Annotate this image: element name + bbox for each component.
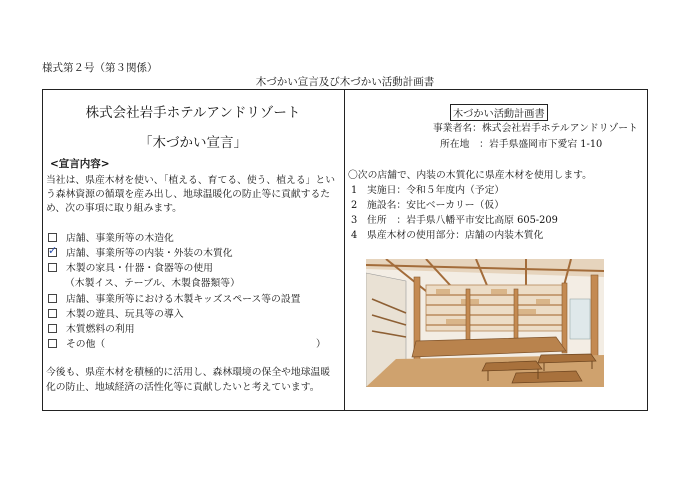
checklist-item — [48, 336, 105, 350]
document-title: 木づかい宣言及び木づかい活動計画書 — [255, 76, 435, 88]
checklist-item — [48, 291, 300, 305]
content-heading: <宣言内容> — [50, 158, 110, 170]
checklist-item — [48, 245, 233, 259]
plan-detail: 3 住所 ：岩手県八幡平市安比高原 605-209 — [351, 215, 558, 226]
checklist-subitem — [65, 275, 240, 289]
interior-illustration — [366, 259, 604, 387]
checklist-label: 木製の家具・什器・食器等の使用 — [66, 263, 213, 274]
checkbox-checked — [48, 248, 57, 257]
company-name: 株式会社岩手ホテルアンドリゾート — [85, 105, 301, 121]
checkbox — [48, 339, 57, 348]
checkbox — [48, 324, 57, 333]
checklist-item — [48, 321, 135, 335]
closing-paren: ） — [316, 339, 326, 350]
center-divider — [344, 89, 345, 411]
checklist-label: 店舗、事業所等における木製キッズスペース等の設置 — [66, 294, 301, 305]
checklist-item — [48, 260, 213, 274]
closing-line: 今後も、県産木材を積極的に活用し、森林環境の保全や地球温暖 — [46, 367, 331, 378]
checklist-item — [48, 306, 184, 320]
checkbox — [48, 263, 57, 272]
intro-line: 当社は、県産木材を使い、「植える、育てる、使う、植える」とい — [46, 175, 336, 186]
form-number: 様式第２号（第３関係） — [42, 62, 158, 74]
location: 所在地 ：岩手県盛岡市下愛宕 1-10 — [440, 139, 603, 150]
intro-line: う森林資源の循環を産み出し、地球温暖化の防止等に貢献するた — [46, 189, 331, 200]
checklist-label: 木質燃料の利用 — [66, 324, 135, 335]
checkbox — [48, 294, 57, 303]
plan-detail: 2 施設名：安比ベーカリー（仮） — [351, 200, 504, 211]
closing-line: 化の防止、地域経済の活性化等に貢献したいと考えています。 — [46, 382, 320, 393]
plan-detail: 1 実施日：令和５年度内（予定） — [351, 185, 505, 196]
checklist-label: 店舗、事業所等の内装・外装の木質化 — [66, 248, 233, 259]
plan-title: 木づかい活動計画書 — [450, 104, 548, 121]
plan-detail: 4 県産木材の使用部分：店舗の内装木質化 — [351, 230, 544, 241]
checklist-label: 木製の遊具、玩具等の導入 — [66, 309, 184, 320]
checkbox — [48, 233, 57, 242]
checklist-label: 店舗、事業所等の木造化 — [66, 233, 174, 244]
business-name: 事業者名：株式会社岩手ホテルアンドリゾート — [433, 123, 638, 134]
declaration-title: 「木づかい宣言」 — [139, 135, 247, 151]
checklist-item — [48, 230, 174, 244]
plan-statement: 〇次の店舗で、内装の木質化に県産木材を使用します。 — [348, 170, 592, 181]
checkbox — [48, 309, 57, 318]
checklist-label: その他（ — [66, 339, 106, 350]
checklist-label: （木製イス、テーブル、木製食器類等） — [65, 278, 240, 289]
intro-line: め、次の事項に取り組みます。 — [46, 203, 182, 214]
